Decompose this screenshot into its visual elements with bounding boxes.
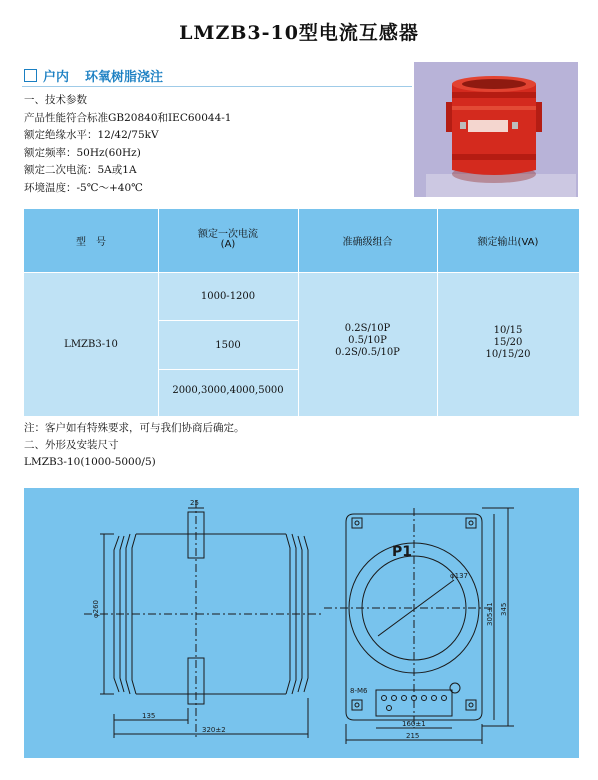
header-current: 额定一次电流	[198, 229, 258, 240]
note-text: 注：客户如有特殊要求，可与我们协商后确定。	[24, 422, 245, 434]
header-current-unit: (A)	[220, 239, 236, 250]
spec-line: 环境温度：-5℃～+40℃	[24, 181, 143, 194]
table-cell-output: 15/20	[493, 337, 523, 348]
dimension-heading: 二、外形及安装尺寸	[24, 439, 119, 451]
spec-line: 额定二次电流：5A或1A	[24, 164, 137, 177]
dim-305: 305±1	[486, 602, 494, 626]
spec-list	[24, 92, 231, 198]
transformer-image	[414, 62, 578, 197]
spec-line: 额定频率：50Hz(60Hz)	[24, 146, 141, 159]
header-model: 型 号	[76, 237, 106, 248]
table-cell-accuracy: 0.5/10P	[348, 335, 387, 346]
technical-drawing	[24, 488, 579, 758]
header-output: 额定输出(VA)	[477, 237, 539, 248]
dim-215: 215	[406, 732, 420, 740]
spec-line: 产品性能符合标准GB20840和IEC60044-1	[24, 111, 232, 124]
section-heading	[24, 66, 163, 85]
spec-table	[24, 209, 579, 416]
dim-p1: P1	[392, 544, 413, 560]
section-divider	[22, 86, 412, 87]
dim-260: φ260	[92, 600, 100, 618]
page-title: LMZB3-10型电流互感器	[179, 22, 419, 44]
dim-137: φ137	[450, 572, 468, 580]
checkbox-square-icon	[24, 69, 37, 82]
dim-135: 135	[142, 712, 156, 720]
product-photo	[414, 62, 578, 197]
table-cell-accuracy: 0.2S/10P	[344, 323, 391, 334]
dimension-model: LMZB3-10(1000-5000/5)	[24, 456, 156, 468]
dimension-drawing	[24, 488, 579, 758]
section-material-label: 环氧树脂浇注	[85, 70, 164, 85]
table-cell-model: LMZB3-10	[64, 339, 118, 350]
table-cell-current: 1000-1200	[200, 291, 256, 302]
dim-320: 320±2	[202, 726, 226, 734]
notes	[24, 420, 245, 471]
section-indoor-label: 户内	[43, 70, 70, 85]
dim-160: 160±1	[402, 720, 426, 728]
dim-holes: 8-M6	[350, 687, 368, 695]
table-cell-output: 10/15/20	[485, 349, 531, 360]
table-cell-current: 1500	[215, 340, 241, 351]
table-cell-output: 10/15	[493, 325, 523, 336]
dim-25: 25	[190, 499, 199, 507]
dim-345: 345	[500, 602, 508, 616]
header-accuracy: 准确级组合	[342, 237, 393, 248]
spec-heading: 一、技术参数	[24, 94, 87, 106]
table-cell-accuracy: 0.2S/0.5/10P	[335, 347, 400, 358]
table-cell-current: 2000,3000,4000,5000	[172, 385, 284, 396]
spec-line: 额定绝缘水平：12/42/75kV	[24, 129, 159, 142]
